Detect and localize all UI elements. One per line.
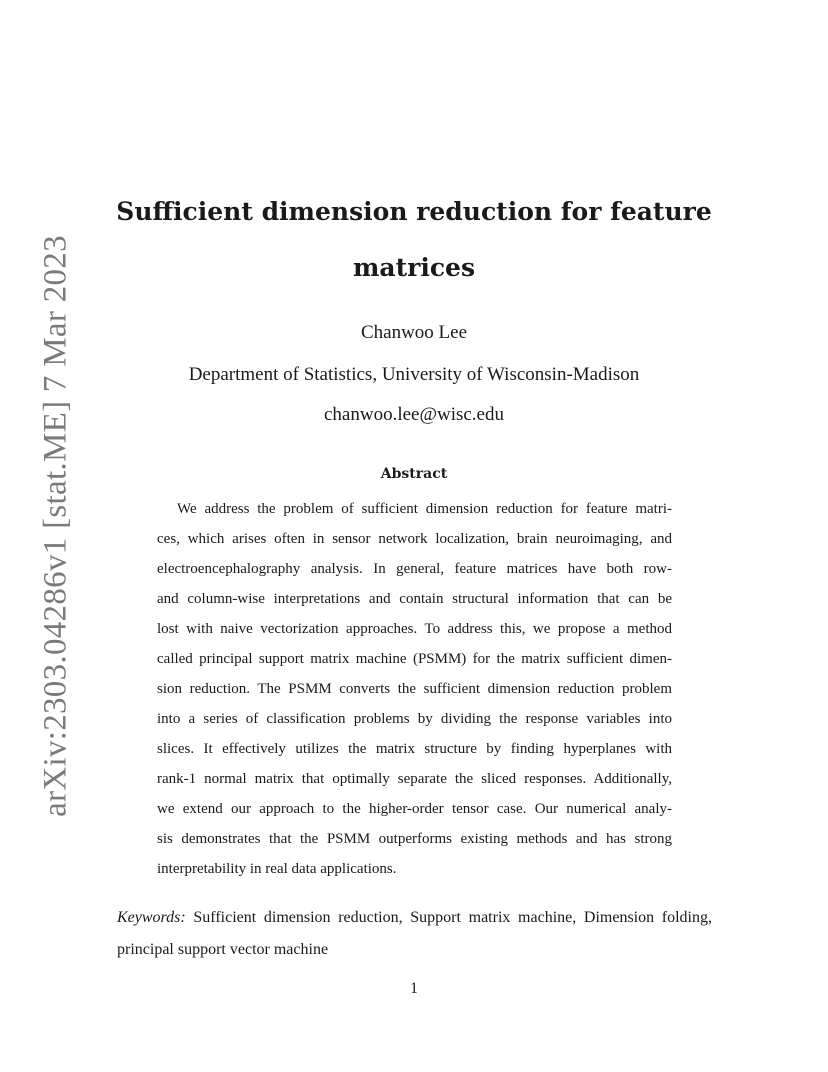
author-email: chanwoo.lee@wisc.edu xyxy=(324,404,504,425)
abstract-line: rank-1 normal matrix that optimally separate the sliced responses. Additionally, xyxy=(157,771,672,787)
abstract-line: slices. It effectively utilizes the matrix structure by finding hyperplanes with xyxy=(157,741,672,757)
author-name: Chanwoo Lee xyxy=(360,322,468,343)
abstract-line: sis demonstrates that the PSMM outperforms existing methods and has strong xyxy=(157,831,672,847)
keywords-text-2: principal support vector machine xyxy=(117,941,329,958)
abstract-line: we extend our approach to the higher-order tensor case. Our numerical analy- xyxy=(157,801,672,817)
abstract-line: into a series of classification problems by dividing the response variables into xyxy=(157,711,672,727)
abstract-line: We address the problem of sufficient dimension reduction for feature matri- xyxy=(177,501,672,517)
keywords-line-1 xyxy=(117,902,712,934)
paper-title xyxy=(0,184,828,296)
abstract-line: sion reduction. The PSMM converts the sufficient dimension reduction problem xyxy=(157,681,672,697)
page-number: 1 xyxy=(410,980,418,997)
abstract-body xyxy=(157,494,672,884)
abstract-line: and column-wise interpretations and contain structural information that can be xyxy=(157,591,672,607)
keywords-text-1: Sufficient dimension reduction, Support matrix machine, Dimension folding, xyxy=(193,909,713,926)
abstract-line: ces, which arises often in sensor network localization, brain neuroimaging, and xyxy=(157,531,672,547)
abstract-heading: Abstract xyxy=(380,466,448,482)
abstract-line: electroencephalography analysis. In general, feature matrices have both row- xyxy=(157,561,672,577)
title-line-2: matrices xyxy=(352,253,476,282)
abstract-line: interpretability in real data applications. xyxy=(157,861,397,877)
keywords-section xyxy=(117,902,712,966)
author-affiliation: Department of Statistics, University of Wisconsin-Madison xyxy=(188,364,640,385)
abstract-line: lost with naive vectorization approaches. To address this, we propose a method xyxy=(157,621,672,637)
keywords-label: Keywords: xyxy=(117,909,186,926)
arxiv-identifier: arXiv:2303.04286v1 [stat.ME] 7 Mar 2023 xyxy=(37,235,74,817)
title-line-1: Sufficient dimension reduction for feature xyxy=(116,197,712,226)
abstract-line: called principal support matrix machine (PSMM) for the matrix sufficient dimen- xyxy=(157,651,672,667)
